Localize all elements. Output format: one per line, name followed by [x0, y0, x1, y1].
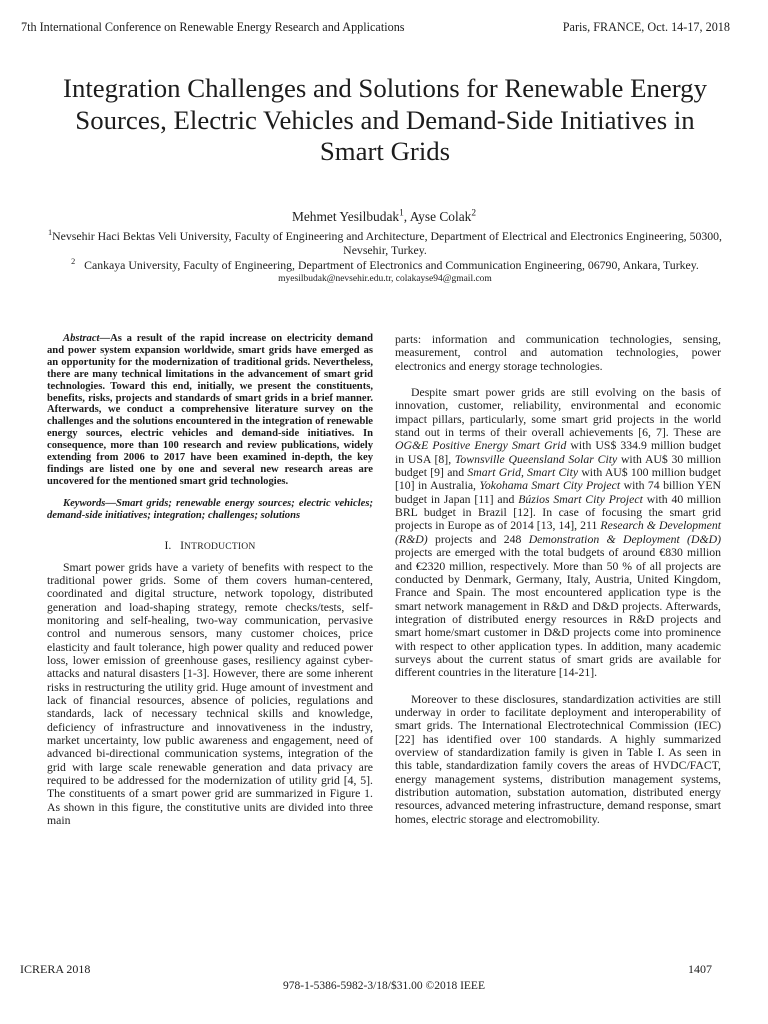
keywords-label: Keywords — [63, 497, 106, 509]
project-name: Townsville Queensland Solar City — [454, 452, 618, 466]
standardization-paragraph: Moreover to these disclosures, standardization activities are still underway in order to facilitate deployment and interoperability of smart grids. The International Electrotechnical Commission (IEC) [22] has identified over 100 standards. A highly summarized overview of standardization family is given in Table I. As seen in this table, standardization family covers the areas of HVDC/FACT, energy management systems, distribution management systems, distribution automation, substation automation, distributed energy resources, advanced metering infrastructure, demand response, smart homes, electric storage and electromobility. — [395, 692, 721, 826]
abstract-text: As a result of the rapid increase on electricity demand and power system expansion worldwide, smart grids have emerged as an opportunity for the modernization of traditional grids. Nevertheless, there are many technical limitations in the advancement of smart grid technologies. Toward this end, initially, we present the constituents, benefits, risks, projects and standards of smart grids in a brief manner. Afterwards, we conduct a comprehensive literature survey on the challenges and the solutions encountered in the integration of renewable energy sources, electric vehicles and demand-side initiatives. In consequence, more than 100 research and review publications, widely extending from 2006 to 2017 have been examined in-depth, the key findings are listed one by one and several new research areas are uncovered for the mentioned smart grid technologies. — [47, 333, 373, 487]
keywords-dash: — — [105, 497, 116, 509]
paragraph-text: with 40 million BRL budget in Brazil [12]. In case of focusing the smart grid projects in Europe as of 2014 [13, 14], 211 — [395, 492, 721, 533]
keywords — [47, 498, 373, 522]
abstract-dash: — — [99, 333, 111, 344]
paragraph-text: projects and 248 — [427, 532, 529, 546]
paragraph-text: Despite smart power grids are still evolving on the basis of innovation, customer, reliability, environmental and economic impact pillars, particularly, some smart grid projects in the world stand out in terms of their overall achievements [6, 7]. These are — [395, 386, 721, 440]
running-header — [21, 20, 730, 36]
project-name: Búzios Smart City Project — [518, 492, 643, 506]
paragraph-text: with AU$ 30 million budget [9] and — [395, 452, 721, 480]
author-emails: myesilbudak@nevsehir.edu.tr, colakayse94@gmail.com — [278, 274, 492, 284]
page-number: 1407 — [688, 962, 712, 976]
left-column — [47, 333, 373, 827]
project-name: Smart Grid, Smart City — [467, 466, 579, 480]
paper-title: Integration Challenges and Solutions for Renewable Energy Sources, Electric Vehicles and Demand-Side Initiatives in Smart Grids — [63, 73, 707, 166]
intro-paragraph: Smart power grids have a variety of benefits with respect to the traditional power grids. Some of them covers human-centered, coordinated and digital structure, network topology, distributed generation and load-shaping strategy, remote checks/tests, self-monitoring and self-healing, two-way communication, pervasive control and numerous sensors, many customer choices, price elasticity and fault tolerance, high power quality and reduced power loss, lower emission of greenhouse gases, resiliency against cyber-attacks and natural disasters [1-3]. However, there are some inherent risks in restructuring the utility grid. Huge amount of investment and lack of financial resources, absence of policies, regulations and standards, lack of necessary technical skills and knowledge, deficiency of infrastructure and innovativeness in the industry, market uncertainty, low public awareness and engagement, need of advanced bi-directional communication systems, integration of the grid with large scale renewable generation and data privacy are required to be addressed for the modernization of utility grid [4, 5]. The constituents of a smart power grid are summarized in Figure 1. As shown in this figure, the constitutive units are divided into three main — [47, 560, 373, 828]
section-title-initial: I — [180, 538, 185, 552]
project-name: Yokohama Smart City Project — [479, 479, 621, 493]
affiliation-text: Cankaya University, Faculty of Engineering, Department of Electronics and Communication Engineering, 06790, Ankara, Turkey. — [84, 258, 699, 272]
affiliation-1 — [40, 229, 730, 257]
affiliation-marker: 2 — [71, 257, 76, 267]
author-separator: , — [403, 209, 410, 224]
paragraph-text: with AU$ 100 million budget [10] in Australia, — [395, 466, 721, 493]
paragraph-text: with US$ 334.9 million budget in USA [8], — [395, 439, 721, 466]
paragraph-text: with 74 billion YEN budget in Japan [11] and — [395, 479, 721, 506]
project-name: OG&E Positive Energy Smart Grid — [395, 439, 567, 453]
paragraph-text: projects are emerged with the total budgets of around €830 million and €2320 million, respectively. More than 50 % of all projects are conducted by Denmark, Germany, Italy, Austria, United Kingdom, France and Spain. The most encountered application type is the smart network management in R&D and D&D projects. Afterwards, integration of distributed energy resources in R&D projects and smart home/smart customer in D&D projects come into prominence with respect to other application types. In addition, many academic surveys about the current status of smart grids are available for different countries in the literature [14-21]. — [395, 546, 721, 680]
section-heading-introduction — [47, 539, 373, 553]
section-title-rest: NTRODUCTION — [184, 540, 256, 552]
abstract — [47, 333, 373, 488]
project-category: Demonstration & Deployment (D&D) — [528, 532, 721, 546]
author-name: Mehmet Yesilbudak — [291, 209, 400, 224]
footer-isbn: 978-1-5386-5982-3/18/$31.00 ©2018 IEEE — [283, 980, 485, 992]
smart-grid-projects-paragraph — [395, 386, 721, 680]
right-column — [395, 333, 721, 826]
body-paragraph: parts: information and communication technologies, sensing, measurement, control and automation technologies, power electronics and energy storage technologies. — [395, 333, 721, 373]
author-name: Ayse Colak — [409, 209, 472, 224]
author-line — [0, 209, 768, 225]
affiliation-marker: 1 — [47, 228, 53, 238]
keywords-text: Smart grids; renewable energy sources; electric vehicles; demand-side initiatives; integration; challenges; solutions — [47, 497, 373, 521]
author-affil-marker: 1 — [399, 208, 404, 219]
project-category: Research & Development (R&D) — [395, 519, 721, 546]
affiliation-2 — [40, 258, 730, 272]
author-affil-marker: 2 — [471, 208, 477, 219]
abstract-label: Abstract — [63, 333, 100, 344]
footer-conference-code: ICRERA 2018 — [20, 962, 91, 976]
conference-location-date: Paris, FRANCE, Oct. 14-17, 2018 — [562, 20, 730, 34]
section-numeral: I. — [164, 538, 172, 552]
affiliation-text: Nevsehir Haci Bektas Veli University, Faculty of Engineering and Architecture, Department of Electrical and Electronics Engineering, 50300, Nevsehir, Turkey. — [52, 229, 723, 257]
conference-name: 7th International Conference on Renewable Energy Research and Applications — [21, 20, 405, 34]
